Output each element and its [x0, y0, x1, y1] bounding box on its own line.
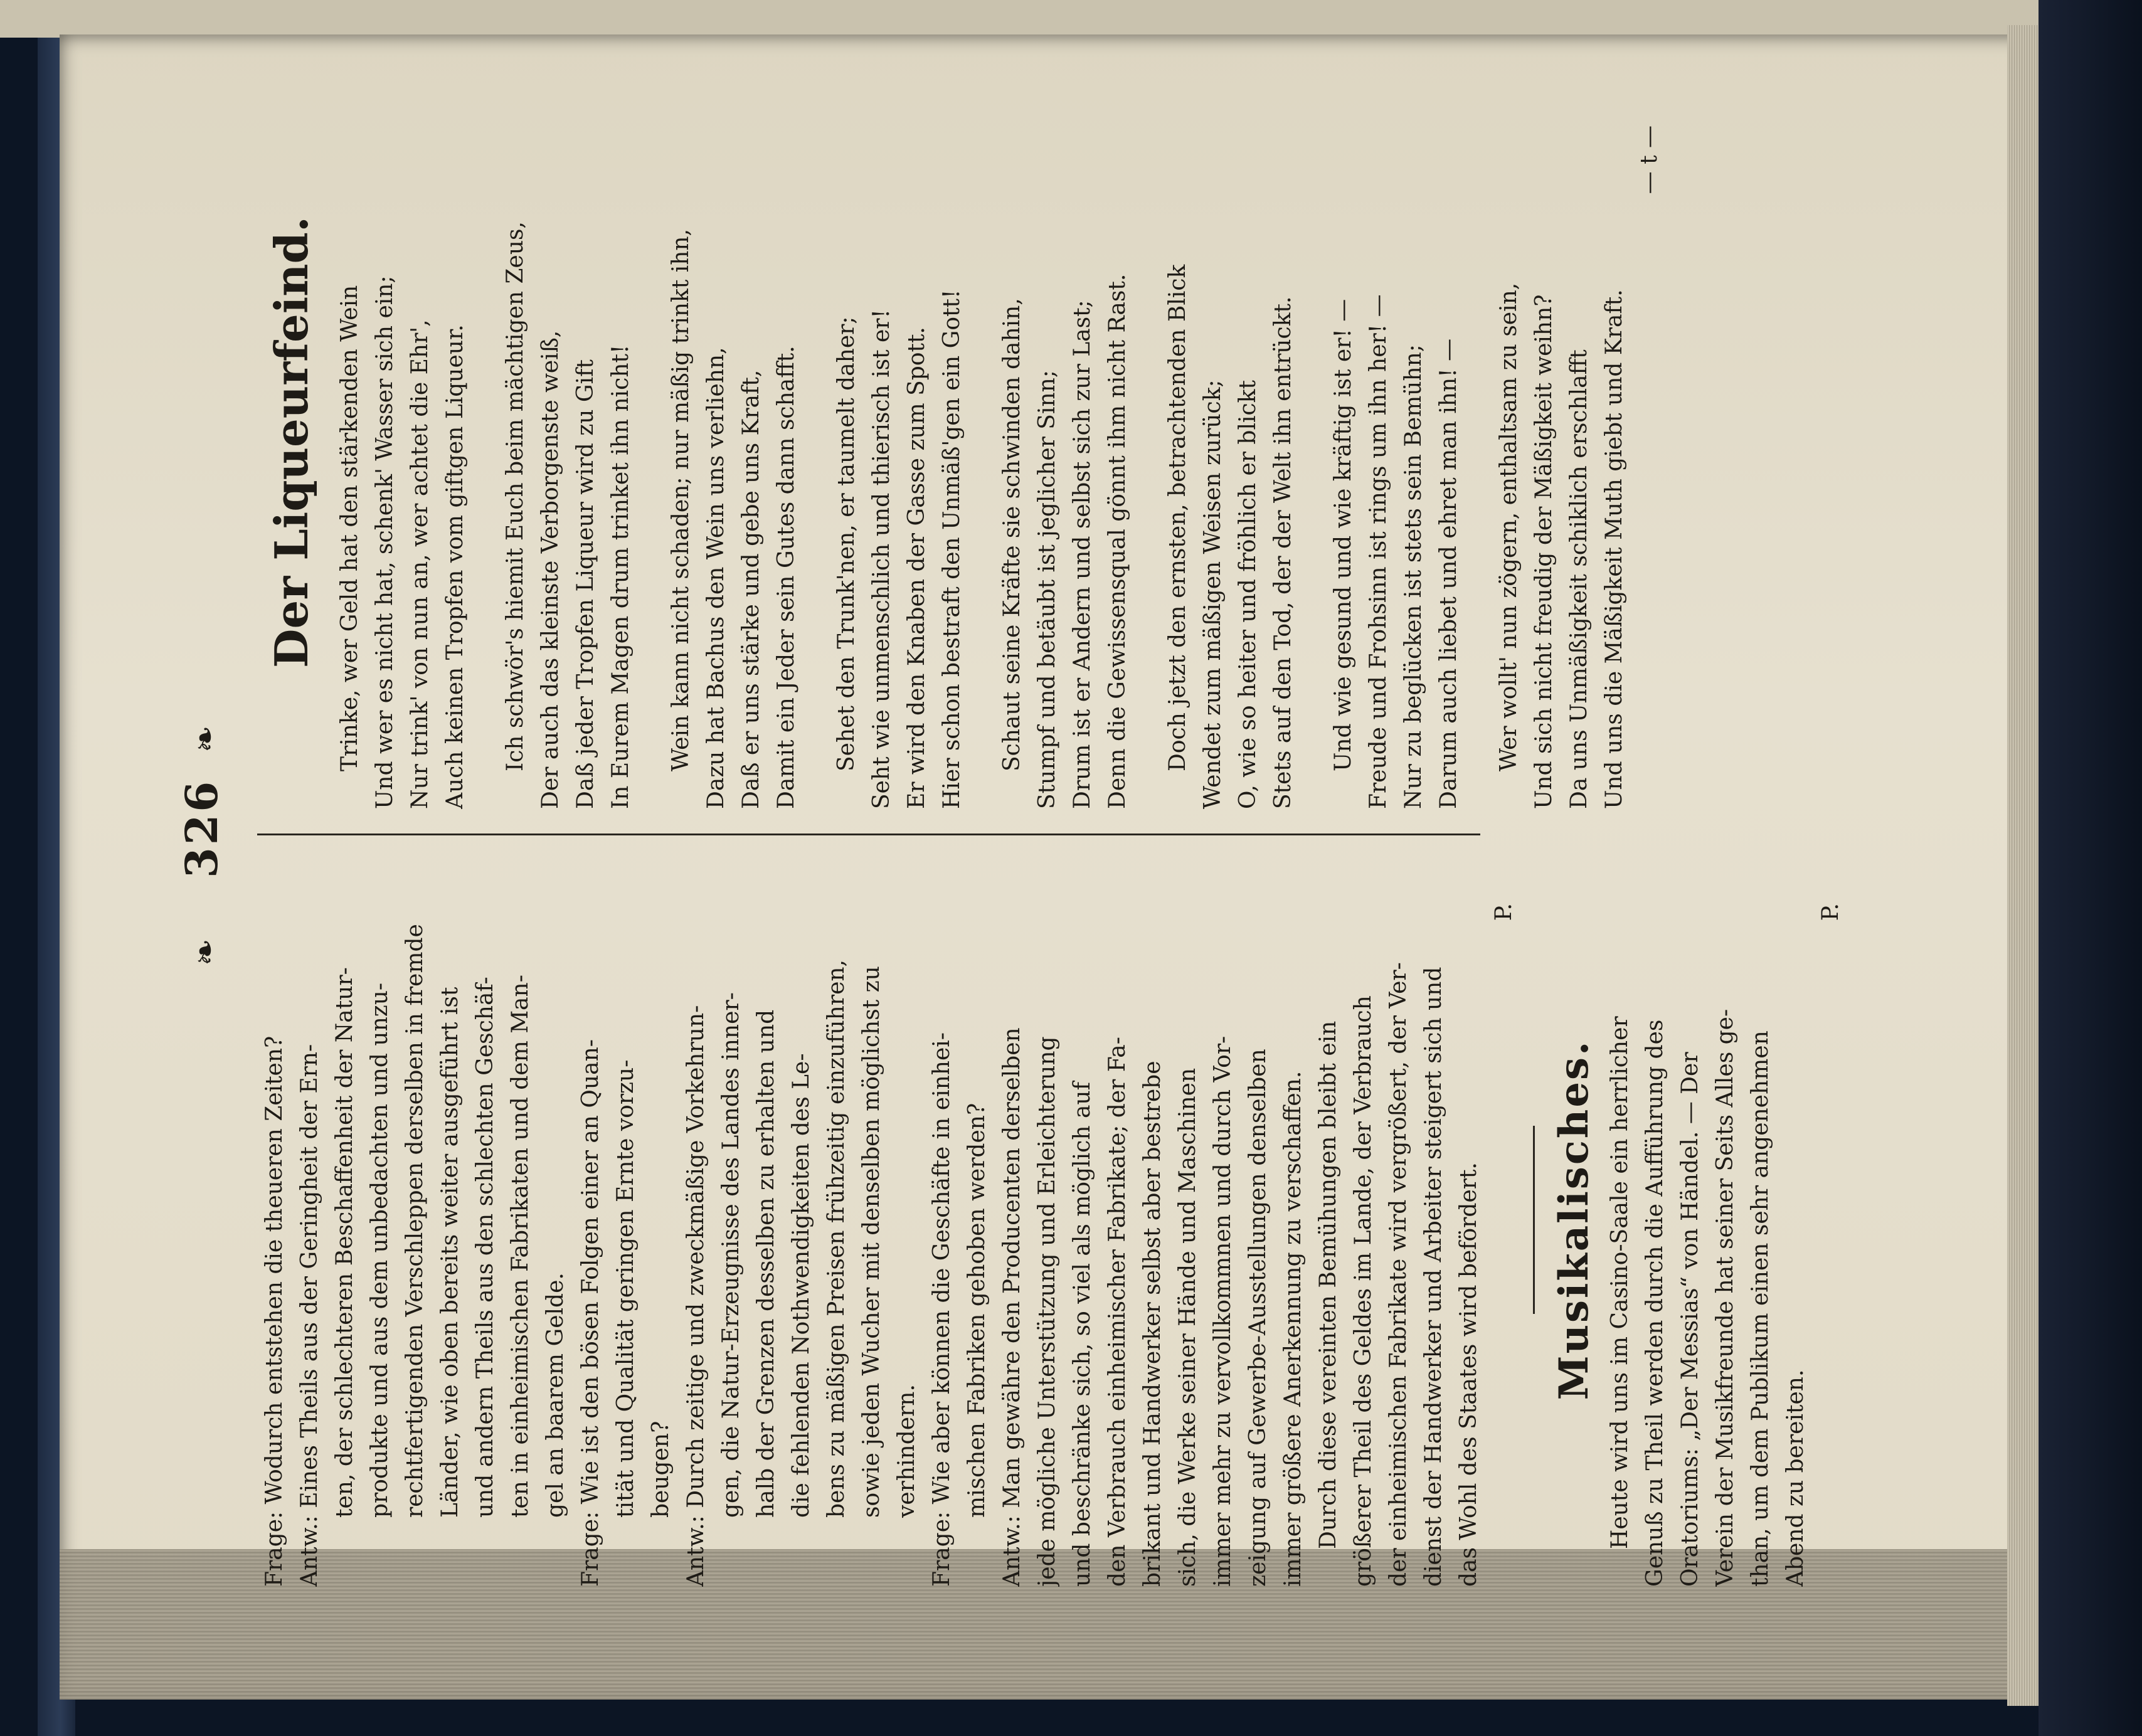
poem-line: Schaut seine Kräfte sie schwinden dahin, — [999, 298, 1025, 771]
poem-line: Doch jetzt den ernsten, betrachtenden Blick — [1165, 264, 1190, 771]
text-line: immer größere Anerkennung zu verschaffen. — [1280, 1071, 1306, 1587]
stanza-gap — [1466, 75, 1492, 809]
poem-line: Und sich nicht freudig der Mäßigkeit weihn? — [1531, 294, 1557, 809]
poem-line: Und uns die Mäßigkeit Muth giebt und Kraft. — [1601, 289, 1627, 809]
text-line: ten, der schlechteren Beschaffenheit der Natur- — [332, 967, 358, 1518]
left-column — [257, 853, 1848, 1587]
text-line: sowie jeden Wucher mit denselben möglichst zu — [859, 966, 884, 1518]
section-divider — [1533, 1126, 1535, 1314]
text-line: Oratoriums: „Der Messias“ von Händel. — Der — [1677, 1052, 1703, 1587]
poem-title: Der Liqueurfeind. — [265, 216, 318, 668]
poem-line: In Eurem Magen drum trinket ihn nicht! — [608, 344, 634, 809]
poem-line: Trinke, wer Geld hat den stärkenden Wein — [337, 285, 363, 771]
poem-line: Da uns Unmäßigkeit schiklich erschlafft — [1566, 349, 1592, 809]
stanza-gap — [1301, 75, 1326, 809]
text-line: Antw.: Eines Theils aus der Geringheit der Ern- — [297, 1044, 322, 1587]
text-line: verhindern. — [894, 1384, 920, 1518]
rotated-page-text — [163, 88, 1843, 1606]
stanza — [1326, 75, 1466, 809]
stanza — [995, 75, 1135, 809]
text-line: Antw.: Durch zeitige und zweckmäßige Vorkehrun- — [683, 1005, 709, 1587]
poem-signature: — t — — [1636, 125, 1662, 194]
poem-line: Wendet zum mäßigen Weisen zurück; — [1200, 379, 1226, 809]
text-line: Länder, wie oben bereits weiter ausgeführt ist — [437, 987, 463, 1518]
poem-line: Freude und Frohsinn ist rings um ihn her! — — [1365, 294, 1391, 809]
text-line: der einheimischen Fabrikate wird vergrößert, der Ver- — [1386, 962, 1411, 1587]
poem-line: Drum ist er Andern und selbst sich zur Last; — [1069, 300, 1095, 809]
text-line: gen, die Natur-Erzeugnisse des Landes inner- — [718, 992, 744, 1518]
stanza — [498, 75, 639, 809]
poem-line: Stumpf und betäubt ist jeglicher Sinn; — [1034, 370, 1060, 809]
poem-line: Und wer es nicht hat, schenk' Wasser sich ein; — [372, 275, 398, 809]
text-line: Abend zu bereiten. — [1783, 1369, 1808, 1587]
text-line: bens zu mäßigen Preisen frühzeitig einzuführen, — [824, 960, 849, 1518]
text-line: Heute wird uns im Casino-Saale ein herrlicher — [1607, 1016, 1633, 1549]
stanza — [1160, 75, 1301, 809]
poem-line: Darum auch liebet und ehret man ihn! — — [1436, 338, 1461, 809]
dark-background-right — [2039, 0, 2142, 1736]
text-line: halb der Grenzen desselben zu erhalten und — [753, 1009, 779, 1518]
text-line: ten in einheimischen Fabrikaten und dem Man- — [507, 975, 533, 1518]
signature-1: P. — [1491, 903, 1517, 921]
top-page-edge — [0, 0, 2070, 38]
page-number: 326 — [176, 778, 228, 878]
poem-line: Denn die Gewissensqual gönnt ihm nicht Rast. — [1105, 273, 1130, 809]
stanza — [332, 75, 473, 809]
text-line: zeigung auf Gewerbe-Ausstellungen denselben — [1245, 1049, 1271, 1587]
poem-line: Der auch das kleinste Verborgenste weiß, — [538, 330, 563, 809]
text-line: und beschränke sich, so viel als möglich auf — [1069, 1082, 1095, 1587]
stanza — [664, 75, 804, 809]
poem-line: Ich schwör's hiemit Euch beim mächtigen Zeus, — [502, 221, 528, 771]
stanza — [1492, 75, 1632, 809]
page-header — [163, 88, 257, 1606]
signature-2: P. — [1818, 903, 1843, 921]
text-line: beugen? — [648, 1421, 674, 1518]
text-line: größerer Theil des Geldes im Lande, der Verbrauch — [1350, 995, 1376, 1587]
stanza-gap — [473, 75, 498, 809]
text-line: Frage: Wie ist den bösen Folgen einer an Quan- — [578, 1039, 603, 1587]
stanza-gap — [639, 75, 664, 809]
text-line: dienst der Handwerker und Arbeiter steigert sich und — [1421, 966, 1446, 1587]
column-divider — [257, 834, 1480, 835]
text-line: brikant und Handwerker selbst aber bestrebe — [1140, 1061, 1165, 1587]
text-line: jede mögliche Unterstützung und Erleichterung — [1034, 1036, 1060, 1587]
stanza-gap — [1135, 75, 1160, 809]
poem-line: Sehet den Trunk'nen, er taumelt daher; — [834, 316, 859, 771]
poem-line: Dazu hat Bachus den Wein uns verliehn, — [703, 347, 729, 809]
poem-line: Damit ein Jeder sein Gutes dann schafft. — [773, 346, 799, 809]
text-line: produkte und aus dem unbedachten und unzu- — [367, 982, 393, 1518]
right-column — [257, 75, 1667, 809]
poem-line: Daß er uns stärke und gebe uns Kraft, — [738, 369, 764, 809]
text-line: sich, die Werke seiner Hände und Maschinen — [1175, 1067, 1201, 1587]
poem-line: Wein kann nicht schaden; nur mäßig trinkt ihn, — [668, 228, 694, 771]
text-line: rechtfertigenden Verschleppen derselben in fremde — [402, 924, 428, 1518]
poem-line: Daß jeder Tropfen Liqueur wird zu Gift — [573, 359, 598, 809]
section-title: Musikalisches. — [1551, 1039, 1598, 1400]
text-line: immer mehr zu vervollkommnen und durch Vor- — [1210, 1035, 1236, 1587]
poem-line: Auch keinen Tropfen vom giftgen Liqueur. — [442, 324, 468, 809]
poem-line: Und wie gesund und wie kräftig ist er! — — [1330, 299, 1356, 771]
text-line: Genuß zu Theil werden durch die Aufführung des — [1642, 1019, 1668, 1587]
text-line: das Wohl des Staates wird befördert. — [1456, 1162, 1482, 1587]
section-text — [1603, 853, 1813, 1587]
poem-line: Nur trink' von nun an, wer achtet die Ehr', — [407, 319, 433, 809]
text-line: tität und Qualität geringen Ernte vorzu- — [613, 1059, 639, 1518]
text-line: than, um dem Publikum einen sehr angenehmen — [1747, 1030, 1773, 1587]
ornament-right-icon: ❧ — [187, 725, 225, 753]
poem-line: Stets auf den Tod, der der Welt ihn entrückt. — [1270, 296, 1296, 809]
text-line: Durch diese vereinten Bemühungen bleibt ein — [1315, 1020, 1341, 1549]
poem-line: Seht wie unmenschlich und thierisch ist er! — [869, 309, 894, 809]
text-line: die fehlenden Nothwendigkeiten des Le- — [788, 1053, 814, 1518]
poem-stanzas — [332, 75, 1632, 809]
text-line: mischen Fabriken gehoben werden? — [964, 1103, 990, 1518]
poem-line: Er wird den Knaben der Gasse zum Spott. — [904, 327, 930, 809]
poem-line: Hier schon bestraft den Unmäß'gen ein Gott! — [939, 289, 965, 809]
text-line: Frage: Wodurch entstehen die theueren Zeiten? — [262, 1035, 287, 1587]
stanza — [829, 75, 970, 809]
text-line: gel an baarem Gelde. — [543, 1273, 568, 1518]
poem-line: O, wie so heiter und fröhlich er blickt — [1235, 380, 1261, 809]
text-line: Verein der Musikfreunde hat seiner Seits Alles ge- — [1712, 1008, 1738, 1587]
text-line: und andern Theils aus den schlechten Geschäf- — [472, 977, 498, 1518]
poem-line: Nur zu beglücken ist stets sein Bemühn; — [1401, 344, 1426, 809]
qa-text — [257, 853, 1487, 1587]
text-line: Antw.: Man gewähre den Producenten derselben — [999, 1027, 1025, 1587]
text-line: Frage: Wie aber können die Geschäfte in einhei- — [929, 1032, 955, 1587]
poem-line: Wer wollt' nun zögern, enthaltsam zu sein, — [1496, 282, 1522, 771]
text-line: den Verbrauch einheimischer Fabrikate; der Fa- — [1105, 1037, 1130, 1587]
stanza-gap — [970, 75, 995, 809]
ornament-left-icon: ❧ — [187, 938, 225, 966]
stanza-gap — [804, 75, 829, 809]
